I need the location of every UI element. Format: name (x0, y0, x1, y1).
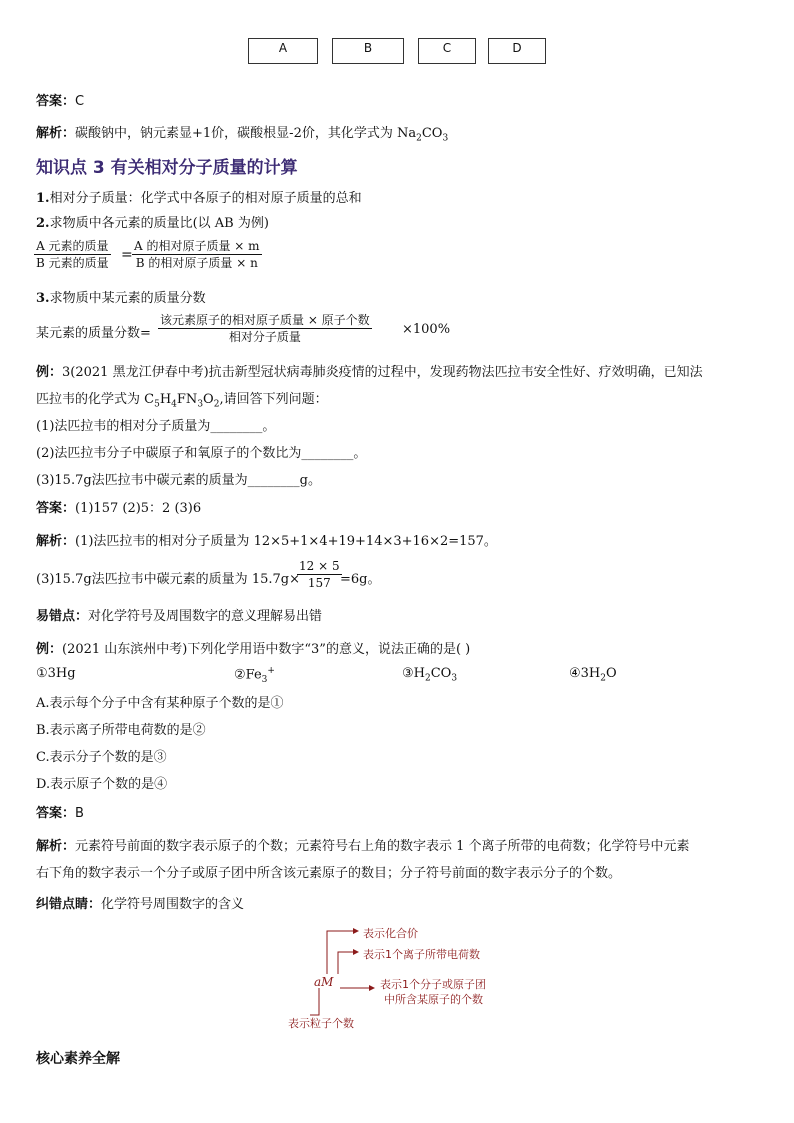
diagram-label-valence: 表示化合价 (363, 927, 418, 940)
ratio-left-fraction: A 元素的质量 B 元素的质量 (36, 239, 109, 270)
example2-item-2: $②Fe_3^+$ (234, 666, 275, 685)
example2-item-3: $③H_2CO_3$ (402, 666, 458, 684)
mass-fraction-prefix: 某元素的质量分数= (36, 326, 151, 341)
option-box-b: B (332, 38, 404, 64)
example1-line-1: 例：3(2021 黑龙江伊春中考)抗击新型冠状病毒肺炎疫情的过程中，发现药物法匹拉韦安全性好、疗效明确，已知法 (36, 365, 703, 380)
example2-question: 例：(2021 山东滨州中考)下列化学用语中数字“3”的意义，说法正确的是( ) (36, 642, 471, 657)
formula: $Na_2CO_3$ (396, 126, 449, 144)
example1-analysis-1: 解析：(1)法匹拉韦的相对分子质量为 12×5+1×4+19+14×3+16×2=157。 (36, 534, 497, 549)
answer-label: 答案： (36, 94, 76, 109)
item-2: 2.求物质中各元素的质量比(以 AB 为例) (36, 216, 269, 231)
example2-choice-c: C.表示分子个数的是③ (36, 750, 167, 765)
option-box-c: C (418, 38, 476, 64)
diagram-label-atoms-2: 中所含某原子的个数 (384, 993, 483, 1006)
example1-q3: (3)15.7g法匹拉韦中碳元素的质量为________g。 (36, 473, 322, 488)
example2-choice-d: D.表示原子个数的是④ (36, 777, 168, 792)
example1-answer: 答案：(1)157 (2)5：2 (3)6 (36, 501, 202, 516)
diagram-label-atoms-1: 表示1个分子或原子团 (380, 978, 486, 991)
example2-analysis-1: 解析：元素符号前面的数字表示原子的个数；元素符号右上角的数字表示 1 个离子所带的电荷数；化学符号中元素 (36, 839, 690, 854)
correction-point: 纠错点睛：化学符号周围数字的含义 (36, 897, 245, 912)
item-1: 1.相对分子质量：化学式中各原子的相对原子质量的总和 (36, 191, 362, 206)
item-3: 3.求物质中某元素的质量分数 (36, 291, 206, 306)
footer-heading: 核心素养全解 (36, 1051, 120, 1067)
example2-item-4: $④3H_2O$ (569, 666, 617, 684)
example2-answer: 答案：B (36, 806, 84, 821)
option-box-d: D (488, 38, 546, 64)
mass-fraction-suffix: ×100% (402, 322, 451, 337)
answer-value: C (75, 94, 85, 109)
example2-analysis-2: 右下角的数字表示一个分子或原子团中所含该元素原子的数目；分子符号前面的数字表示分子的个数。 (36, 866, 622, 881)
ratio-right-fraction: A 的相对原子质量 × m B 的相对原子质量 × n (134, 239, 260, 270)
section-heading: 知识点 3 有关相对分子质量的计算 (36, 158, 298, 178)
ratio-equals: = (121, 247, 133, 263)
answer-line-1 (36, 90, 84, 109)
diagram-label-charge: 表示1个离子所带电荷数 (363, 948, 480, 961)
example1-analysis-3-prefix: (3)15.7g法匹拉韦中碳元素的质量为 15.7g× (36, 572, 300, 587)
analysis-text: 碳酸钠中，钠元素显+1价，碳酸根显-2价，其化学式为 (75, 126, 397, 141)
example2-item-1: ①3Hg (36, 666, 76, 681)
analysis-line-1 (36, 122, 448, 144)
example2-choice-b: B.表示离子所带电荷数的是② (36, 723, 206, 738)
example1-analysis-3-suffix: =6g。 (340, 572, 381, 587)
option-box-a: A (248, 38, 318, 64)
example1-q1: (1)法匹拉韦的相对分子质量为________。 (36, 419, 276, 434)
example1-analysis-3-fraction: $\frac{12 \times 5}{157}$ (299, 559, 340, 590)
mass-fraction: 该元素原子的相对原子质量 × 原子个数 相对分子质量 (160, 313, 370, 344)
example2-choice-a: A.表示每个分子中含有某种原子个数的是① (36, 696, 284, 711)
error-point: 易错点：对化学符号及周围数字的意义理解易出错 (36, 609, 323, 624)
example1-line-2: 匹拉韦的化学式为 $C_5H_4FN_3O_2$,请回答下列问题： (36, 392, 328, 410)
analysis-label: 解析： (36, 126, 76, 141)
diagram-label-particles: 表示粒子个数 (288, 1017, 354, 1030)
example1-q2: (2)法匹拉韦分子中碳原子和氧原子的个数比为________。 (36, 446, 367, 461)
diagram-symbol: aM (314, 975, 334, 989)
